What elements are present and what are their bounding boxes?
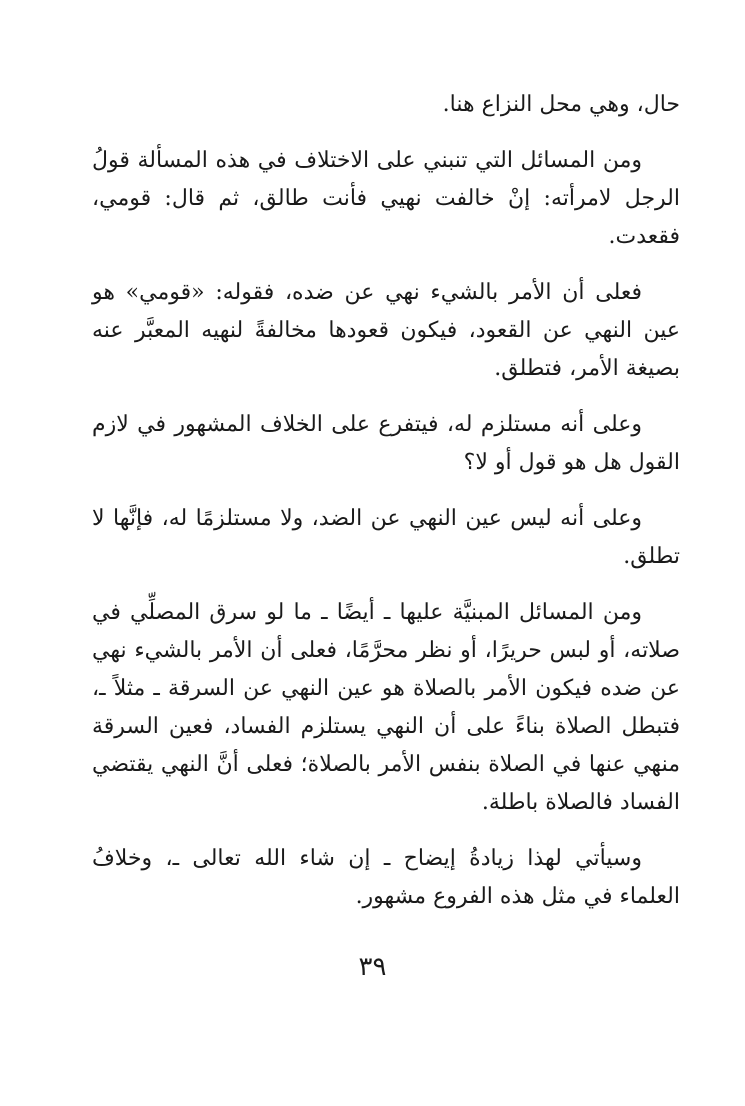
paragraph: فعلى أن الأمر بالشيء نهي عن ضده، فقوله: «قومي» هو عين النهي عن القعود، فيكون قعودها مخالفةً لنهيه المعبَّر عنه بصيغة الأمر، فتطلق. [92, 280, 680, 381]
page-number: ٣٩ [358, 952, 387, 982]
paragraph: وعلى أنه مستلزم له، فيتفرع على الخلاف المشهور في لازم القول هل هو قول أو لا؟ [92, 412, 680, 475]
paragraph: وعلى أنه ليس عين النهي عن الضد، ولا مستلزمًا له، فإنَّها لا تطلق. [92, 506, 680, 569]
paragraph: وسيأتي لهذا زيادةُ إيضاح ـ إن شاء الله تعالى ـ، وخلافُ العلماء في مثل هذه الفروع مشهور. [92, 846, 680, 909]
paragraph: ومن المسائل التي تنبني على الاختلاف في هذه المسألة قولُ الرجل لامرأته: إنْ خالفت نهيي فأنت طالق، ثم قال: قومي، فقعدت. [92, 148, 680, 249]
paragraph-continuation: حال، وهي محل النزاع هنا. [442, 92, 680, 117]
page-body-text [92, 86, 680, 934]
paragraph: ومن المسائل المبنيَّة عليها ـ أيضًا ـ ما لو سرق المصلِّي في صلاته، أو لبس حريرًا، أو نظر محرَّمًا، فعلى أن الأمر بالشيء نهي عن ضده فيكون الأمر بالصلاة هو عين النهي عن السرقة ـ مثلاً ـ، فتبطل الصلاة بناءً على أن النهي يستلزم الفساد، فعين السرقة منهي عنها في الصلاة بنفس الأمر بالصلاة؛ فعلى أنَّ النهي يقتضي الفساد فالصلاة باطلة. [92, 600, 680, 815]
